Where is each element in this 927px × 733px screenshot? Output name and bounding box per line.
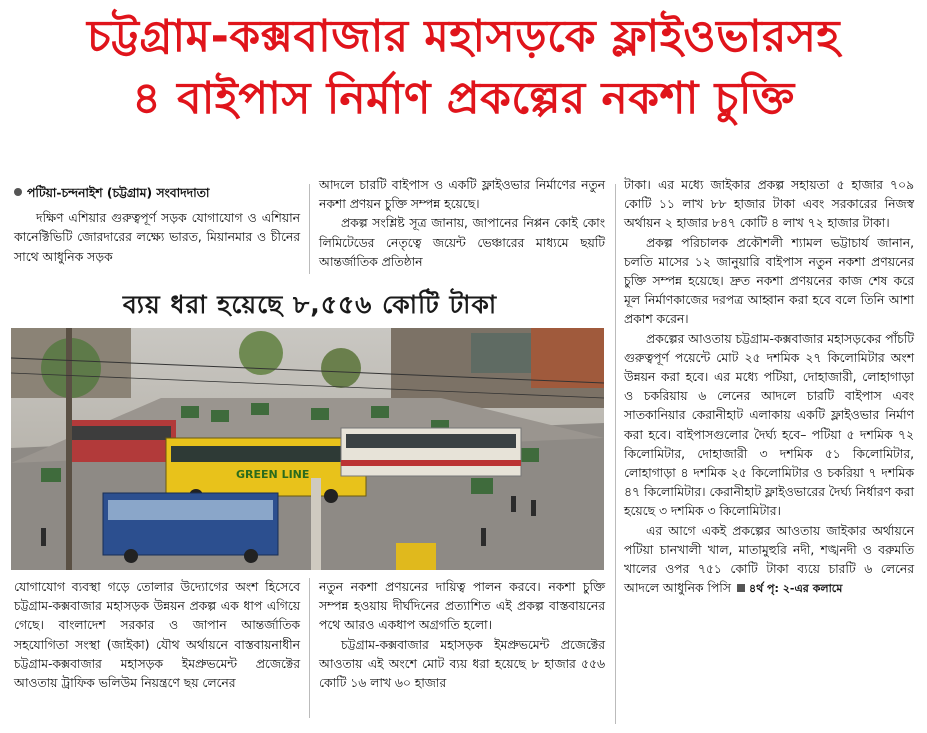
headline-line-1: চট্টগ্রাম-কক্সবাজার মহাসড়কে ফ্লাইওভারসহ (86, 11, 841, 62)
bullet-icon (14, 188, 22, 196)
col3-paragraph-4-text: এর আগে একই প্রকল্পের আওতায় জাইকার অর্থায়নে পটিয়া চানখালী খাল, মাতামুহুরি নদী, শঙ্খনদী ও বরুমতি খালের ওপর ৭৫১ কোটি টাকা ব্যয়ে চারটি ৬ লেনের আদলে আধুনিক পিসি (624, 523, 914, 596)
square-bullet-icon (737, 584, 745, 592)
subheadline: ব্যয় ধরা হয়েছে ৮,৫৫৬ কোটি টাকা (122, 290, 498, 319)
headline (0, 6, 927, 130)
byline-text: পটিয়া-চন্দনাইশ (চট্টগ্রাম) সংবাদদাতা (27, 186, 210, 200)
col1-paragraph-2: যোগাযোগ ব্যবস্থা গড়ে তোলার উদ্যোগের অংশ হিসেবে চট্টগ্রাম-কক্সবাজার মহাসড়ক উন্নয়ন প্রকল্প এক ধাপ এগিয়ে গেছে। বাংলাদেশ সরকার ও জাপান আন্তর্জাতিক সহযোগিতা সংস্থা (জাইকা) যৌথ অর্থায়নে বাস্তবায়নাধীন চট্টগ্রাম-কক্সবাজার মহাসড়ক ইমপ্রুভমেন্ট প্রজেক্টের আওতায় ট্রাফিক ভলিউম নিয়ন্ত্রণে ছয় লেনের (14, 580, 300, 691)
column-divider-right (615, 184, 616, 724)
col3-paragraph-2: প্রকল্প পরিচালক প্রকৌশলী শ্যামল ভট্টাচার্য জানান, চলতি মাসের ১২ জানুয়ারি বাইপাস নতুন নকশা প্রণয়নের চুক্তি সম্পন্ন হয়েছে। দ্রুত নকশা প্রণয়নের কাজ শেষ করে মূল নির্মাণকাজের দরপত্র আহ্বান করা হবে বলে তিনি আশা প্রকাশ করেন। (624, 235, 914, 327)
headline-line-2: ৪ বাইপাস নির্মাণ প্রকল্পের নকশা চুক্তি (132, 73, 795, 124)
column-1-bottom (14, 578, 300, 693)
col2-paragraph-3: নতুন নকশা প্রণয়নের দায়িত্ব পালন করবে। নকশা চুক্তি সম্পন্ন হওয়ায় দীর্ঘদিনের প্রত্যাশিত এই প্রকল্প বাস্তবায়নের পথে আরও একধাপ অগ্রগতি হলো। (319, 580, 605, 633)
col3-paragraph-3: প্রকল্পের আওতায় চট্টগ্রাম-কক্সবাজার মহাসড়কের পাঁচটি গুরুত্বপূর্ণ পয়েন্টে মোট ২৫ দশমিক ২৭ কিলোমিটার অংশ উন্নয়ন করা হবে। এর মধ্যে পটিয়া, দোহাজারী, লোহাগাড়া ও চকরিয়ায় ৬ লেনের আদলে চারটি বাইপাস এবং সাতকানিয়ার কেরানীহাট এলাকায় একটি ফ্লাইওভার নির্মাণ করা হবে। বাইপাসগুলোর দৈর্ঘ্য হবে– পটিয়া ৫ দশমিক ৭২ কিলোমিটার, দোহাজারী ৩ দশমিক ৫১ কিলোমিটার, লোহাগাড়া ৪ দশমিক ২৫ কিলোমিটার ও চকরিয়া ৭ দশমিক ৪৭ কিলোমিটার। কেরানীহাট ফ্লাইওভারের দৈর্ঘ্য নির্ধারণ করা হয়েছে ৩ দশমিক ৩ কিলোমিটার। (624, 331, 914, 519)
col2-paragraph-2: প্রকল্প সংশ্লিষ্ট সূত্র জানায়, জাপানের নিপ্পন কোই কোং লিমিটেডের নেতৃত্বে জয়েন্ট ভেঞ্চারের মাধ্যমে ছয়টি আন্তর্জাতিক প্রতিষ্ঠান (319, 216, 605, 269)
continued-reference[interactable]: ৪র্থ পৃ: ২-এর কলামে (748, 582, 843, 596)
byline (14, 184, 300, 203)
col1-paragraph-1: দক্ষিণ এশিয়ার গুরুত্বপূর্ণ সড়ক যোগাযোগ ও এশিয়ান কানেক্টিভিটি জোরদারের লক্ষ্যে ভারত, মিয়ানমার ও চীনের সাথে আধুনিক সড়ক (14, 211, 300, 264)
column-3 (624, 176, 914, 598)
col2-paragraph-4: চট্টগ্রাম-কক্সবাজার মহাসড়ক ইমপ্রুভমেন্ট প্রজেক্টের আওতায় এই অংশে মোট ব্যয় ধরা হয়েছে ৮ হাজার ৫৫৬ কোটি ১৬ লাখ ৬০ হাজার (319, 637, 605, 691)
street-photo (11, 328, 604, 570)
col3-paragraph-1: টাকা। এর মধ্যে জাইকার প্রকল্প সহায়তা ৫ হাজার ৭০৯ কোটি ১১ লাখ ৮৮ হাজার টাকা এবং সরকারের নিজস্ব অর্থায়ন ২ হাজার ৮৪৭ কোটি ৪ লাখ ৭২ হাজার টাকা। (624, 178, 914, 231)
column-2-top (319, 176, 605, 272)
column-divider (309, 184, 310, 274)
col2-paragraph-1: আদলে চারটি বাইপাস ও একটি ফ্লাইওভার নির্মাণের নতুন নকশা প্রণয়ন চুক্তি সম্পন্ন হয়েছে। (319, 178, 605, 212)
col3-paragraph-4 (624, 522, 914, 599)
column-2-bottom (319, 578, 605, 693)
column-1-top (14, 184, 300, 267)
column-divider-bottom (309, 578, 310, 718)
bus-label: GREEN LINE (236, 468, 310, 481)
